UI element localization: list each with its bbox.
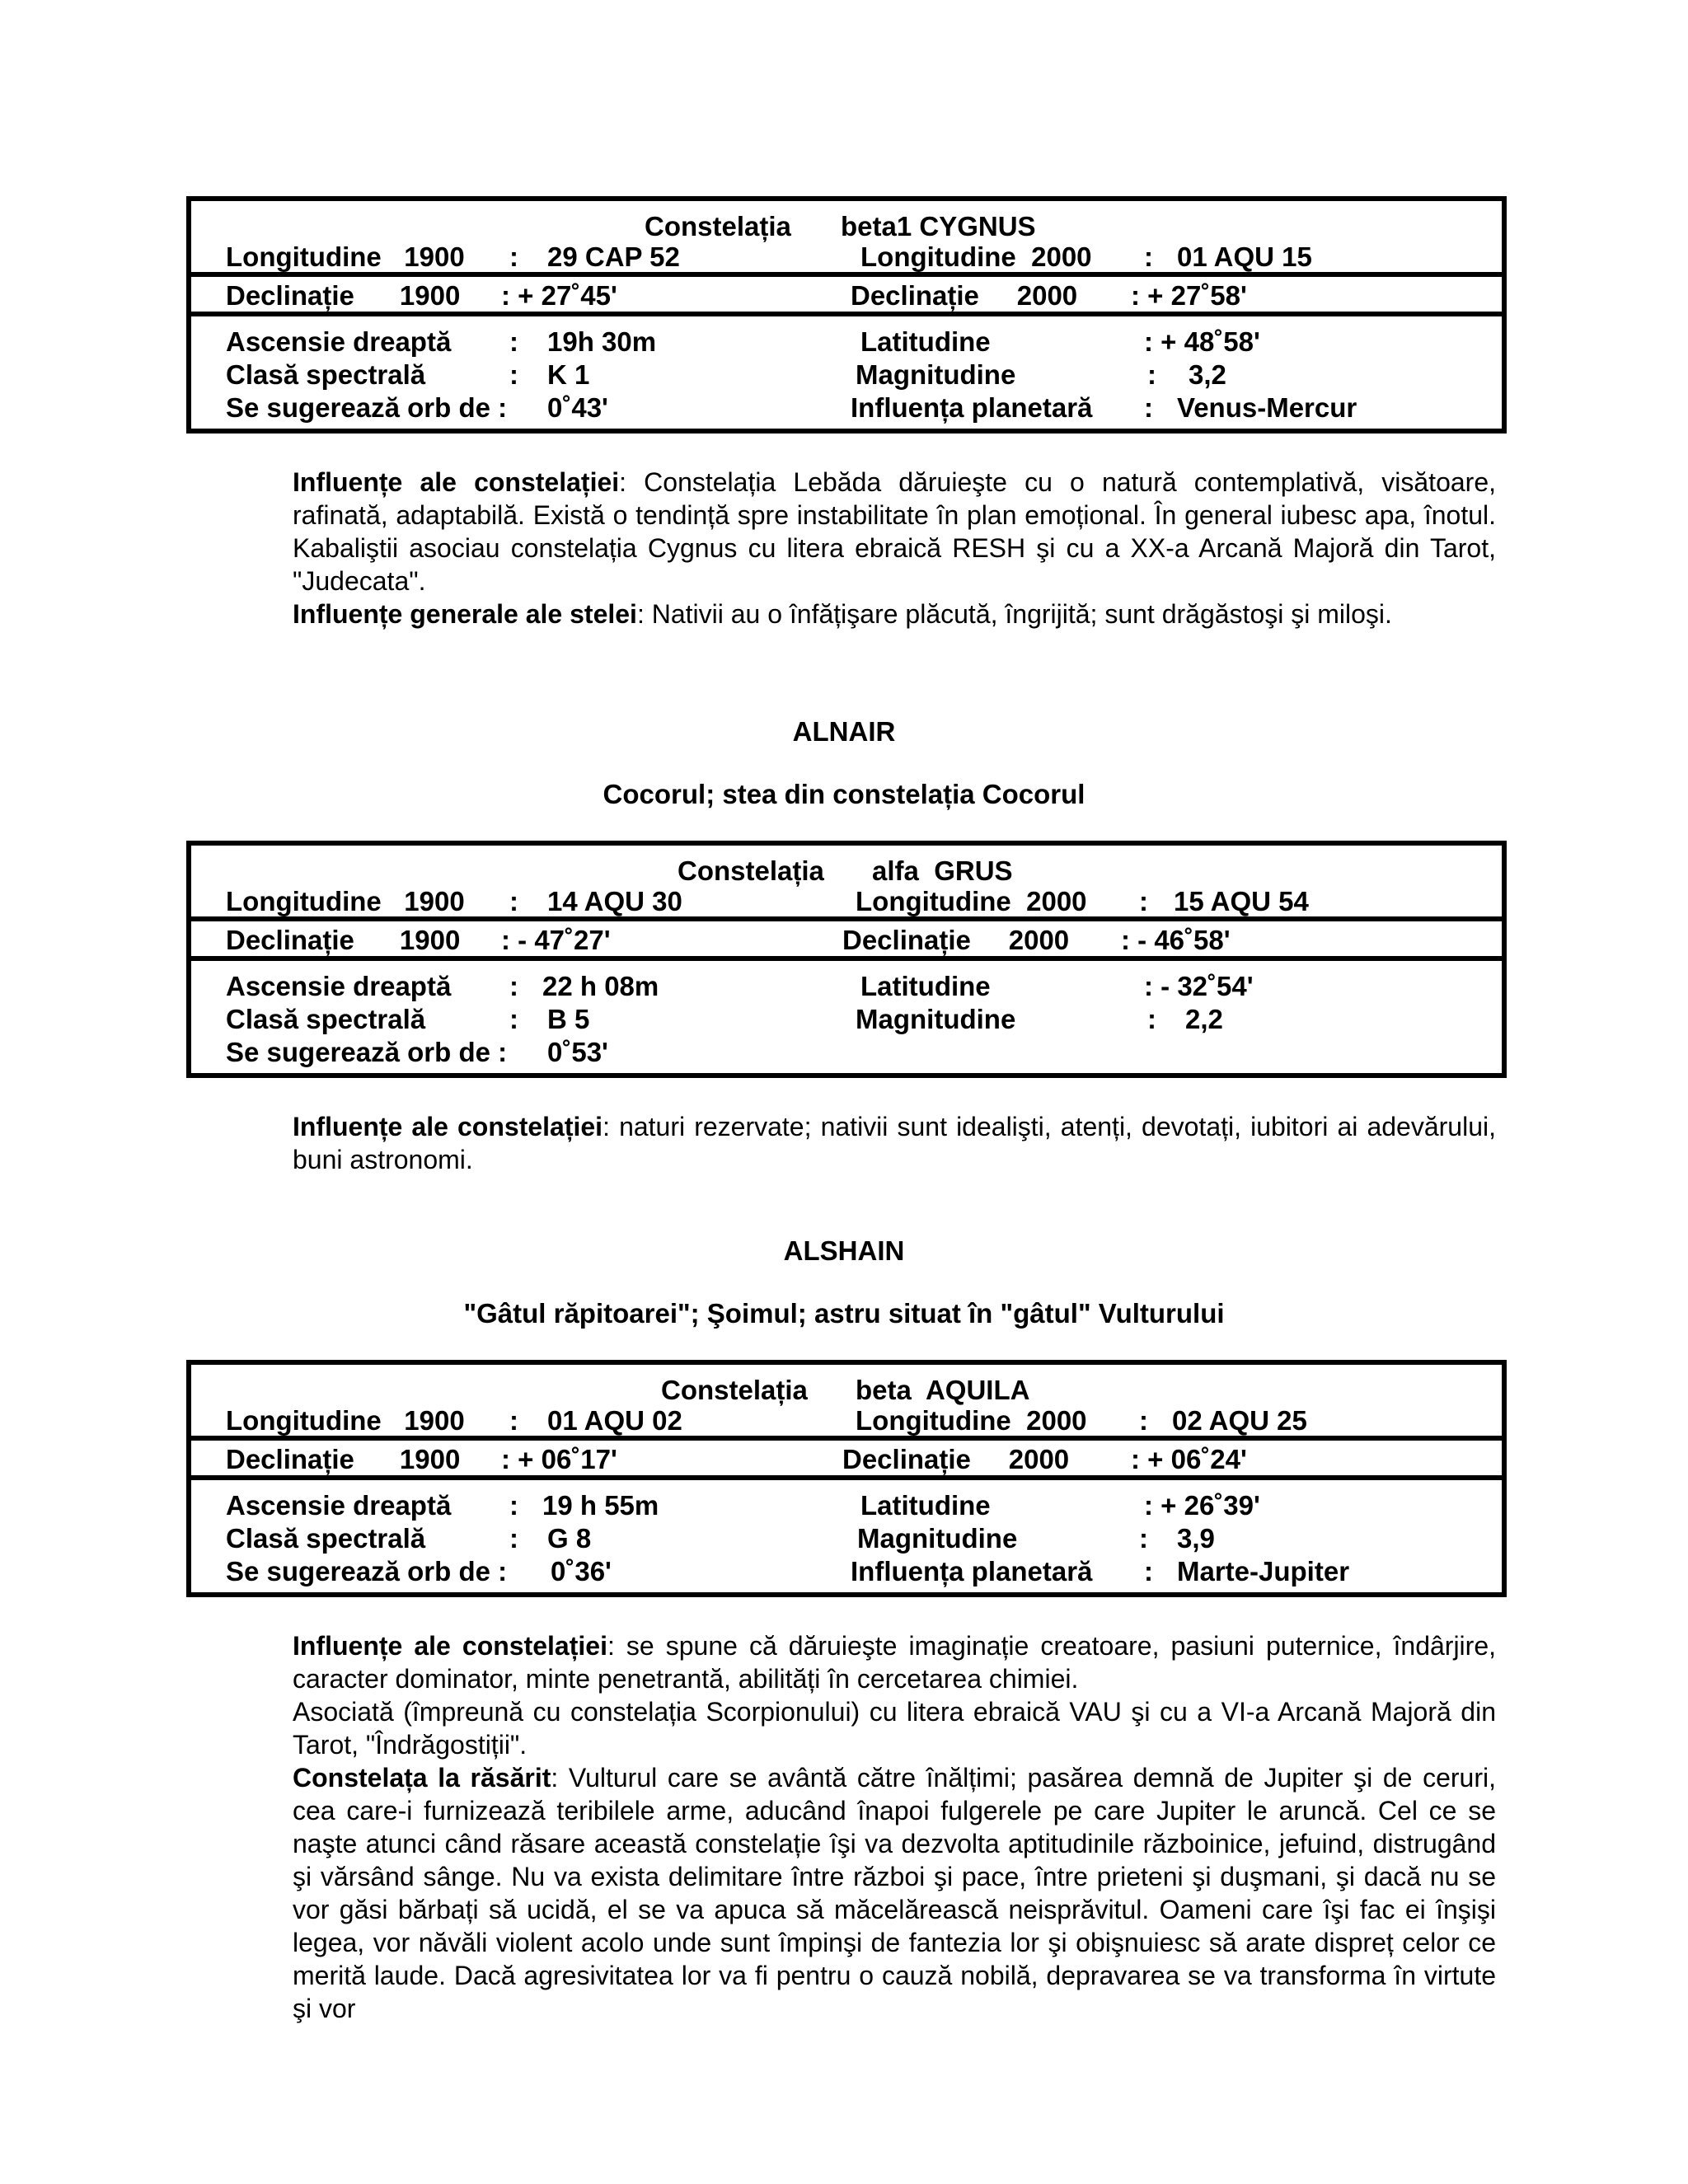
influence-text: : se spune că dăruieşte imaginație creatoare, pasiuni puternice, îndârjire, caracter dominator, minte penetrantă, abilități în cercetarea chimiei.: [293, 1631, 1497, 1694]
longitude-1900-label: Longitudine 1900: [226, 241, 465, 272]
right-ascension-value: 19 h 55m: [542, 1490, 659, 1521]
longitude-2000-value: 02 AQU 25: [1172, 1405, 1307, 1436]
constellation-name: beta1 CYGNUS: [841, 211, 1036, 241]
declination-2000-value: : + 27˚58ʹ: [1131, 280, 1247, 311]
declination-2000-value: : - 46˚58ʹ: [1121, 925, 1231, 955]
influence-text: : naturi rezervate; nativii sunt idealişti, atenți, devotați, iubitori ai adevărului, buni astronomi.: [293, 1112, 1497, 1174]
section-subtitle-alnair: Cocorul; stea din constelația Cocorul: [603, 779, 1085, 809]
orb-value: 0˚53ʹ: [547, 1037, 608, 1067]
section-title-alshain: ALSHAIN: [783, 1235, 905, 1266]
orb-value: 0˚36ʹ: [551, 1556, 612, 1586]
magnitude-label: Magnitudine: [857, 1523, 1018, 1554]
spectral-class-label: Clasă spectrală: [226, 359, 426, 390]
declination-2000-label: Declinație 2000: [851, 280, 1078, 311]
spectral-class-label: Clasă spectrală: [226, 1523, 426, 1554]
general-influence-text: : Nativii au o înfățişare plăcută, îngrijită; sunt drăgăstoşi şi miloşi.: [636, 599, 1392, 629]
longitude-1900-label: Longitudine 1900: [226, 886, 465, 916]
rising-heading: Constelața la răsărit: [293, 1763, 551, 1793]
magnitude-label: Magnitudine: [856, 1004, 1016, 1034]
right-ascension-value: 19h 30m: [547, 326, 657, 357]
latitude-label: Latitudine: [860, 1490, 991, 1521]
longitude-1900-value: 14 AQU 30: [547, 886, 682, 916]
association-text: Asociată (împreună cu constelația Scorpionului) cu litera ebraică VAU şi cu a VI-a Arcană Majoră din Tarot, "Îndrăgostiții".: [293, 1697, 1496, 1760]
influence-heading: Influențe ale constelației: [293, 1112, 603, 1141]
constellation-name: beta AQUILA: [856, 1375, 1030, 1405]
latitude-label: Latitudine: [860, 971, 991, 1001]
planetary-influence-value: Marte-Jupiter: [1177, 1556, 1350, 1586]
declination-1900-value: : + 06˚17ʹ: [501, 1444, 617, 1474]
right-ascension-value: 22 h 08m: [542, 971, 659, 1001]
constellation-label: Constelația: [661, 1375, 808, 1405]
longitude-1900-value: 01 AQU 02: [547, 1405, 682, 1436]
latitude-value: : + 48˚58ʹ: [1144, 326, 1260, 357]
declination-1900-label: Declinație 1900: [226, 280, 461, 311]
spectral-class-value: G 8: [547, 1523, 592, 1554]
star-data-table-aquila: Constelația beta AQUILA Longitudine 1900 : 01 AQU 02 Longitudine 2000 : 02 AQU 25 Declinație 1900 : + 06˚17ʹ Declinație 2000 : + 06˚24ʹ Ascensie dreaptă : 19 h 55m Latitudine : + 26˚39ʹ Clasă spectrală : G 8 Magnitudine : 3,9 Se sugerează orb de : 0˚36ʹ Influența planetară : Marte-Jupiter: [186, 1360, 1507, 1597]
longitude-2000-label: Longitudine 2000: [860, 241, 1092, 272]
star-data-table-grus: Constelația alfa GRUS Longitudine 1900 : 14 AQU 30 Longitudine 2000 : 15 AQU 54 Declinație 1900 : - 47˚27ʹ Declinație 2000 : - 46˚58ʹ Ascensie dreaptă : 22 h 08m Latitudine : - 32˚54ʹ Clasă spectrală : B 5 Magnitudine : 2,2 Se sugerează orb de : 0˚53ʹ: [186, 841, 1507, 1078]
section-title-alnair: ALNAIR: [792, 716, 896, 747]
longitude-2000-label: Longitudine 2000: [856, 886, 1087, 916]
planetary-influence-label: Influența planetară: [851, 1556, 1093, 1586]
longitude-1900-label: Longitudine 1900: [226, 1405, 465, 1436]
longitude-2000-value: 01 AQU 15: [1177, 241, 1312, 272]
constellation-label: Constelația: [678, 855, 824, 886]
declination-1900-value: : + 27˚45ʹ: [501, 280, 617, 311]
right-ascension-label: Ascensie dreaptă: [226, 1490, 452, 1521]
declination-1900-value: : - 47˚27ʹ: [501, 925, 611, 955]
planetary-influence-label: Influența planetară: [851, 392, 1093, 423]
section-subtitle-alshain: "Gâtul răpitoarei"; Şoimul; astru situat în "gâtul" Vulturului: [463, 1298, 1225, 1329]
latitude-value: : - 32˚54ʹ: [1144, 971, 1254, 1001]
declination-2000-label: Declinație 2000: [842, 1444, 1070, 1474]
latitude-label: Latitudine: [860, 326, 991, 357]
declination-1900-label: Declinație 1900: [226, 925, 461, 955]
orb-label: Se sugerează orb de :: [226, 1556, 508, 1586]
orb-label: Se sugerează orb de :: [226, 392, 508, 423]
magnitude-value: 3,9: [1177, 1523, 1215, 1554]
influence-heading: Influențe ale constelației: [293, 1631, 607, 1661]
orb-label: Se sugerează orb de :: [226, 1037, 508, 1067]
spectral-class-value: K 1: [547, 359, 590, 390]
longitude-2000-label: Longitudine 2000: [856, 1405, 1087, 1436]
constellation-name: alfa GRUS: [872, 855, 1013, 886]
orb-value: 0˚43ʹ: [547, 392, 608, 423]
declination-1900-label: Declinație 1900: [226, 1444, 461, 1474]
magnitude-value: 2,2: [1185, 1004, 1223, 1034]
influence-text: : Constelația Lebăda dăruieşte cu o natură contemplativă, visătoare, rafinată, adaptabilă. Există o tendință spre instabilitate în plan emoțional. În general iubesc apa, înotul. Kabaliştii asociau constelația Cygnus cu litera ebraică RESH şi cu a XX-a Arcană Majoră din Tarot, "Judecata".: [293, 467, 1496, 596]
latitude-value: : + 26˚39ʹ: [1144, 1490, 1260, 1521]
alshain-description: [198, 1629, 1496, 2025]
rising-text: : Vulturul care se avântă către înălțimi; pasărea demnă de Jupiter şi de ceruri, cea care-i furnizează teribilele arme, aducând înapoi fulgerele pe care Jupiter le aruncă. Cel ce se naşte atunci când răsare această constelație îşi va dezvolta aptitudinile războinice, jefuind, distrugând şi vărsând sânge. Nu va exista delimitare între război şi pace, între prieteni şi duşmani, şi dacă nu se vor găsi bărbați să ucidă, el se va apuca să măcelărească neisprăvitul. Oameni care îşi fac ei înşişi legea, vor năvăli violent acolo unde sunt împinşi de fantezia lor şi obişnuiesc să arate dispreț celor ce merită laude. Dacă agresivitatea lor va fi pentru o cauză nobilă, depravarea se va transforma în virtute şi vor: [293, 1763, 1497, 2023]
alnair-description: [198, 1110, 1496, 1176]
right-ascension-label: Ascensie dreaptă: [226, 326, 452, 357]
star-data-table-cygnus: Constelația beta1 CYGNUS Longitudine 1900 : 29 CAP 52 Longitudine 2000 : 01 AQU 15 Declinație 1900 : + 27˚45ʹ Declinație 2000 : + 27˚58ʹ Ascensie dreaptă : 19h 30m Latitudine : + 48˚58ʹ Clasă spectrală : K 1 Magnitudine : 3,2 Se sugerează orb de : 0˚43ʹ Influența planetară : Venus-Mercur: [186, 196, 1507, 434]
declination-2000-label: Declinație 2000: [842, 925, 1070, 955]
right-ascension-label: Ascensie dreaptă: [226, 971, 452, 1001]
influence-heading: Influențe ale constelației: [293, 467, 620, 497]
longitude-2000-value: 15 AQU 54: [1174, 886, 1309, 916]
planetary-influence-value: Venus-Mercur: [1177, 392, 1357, 423]
general-influence-heading: Influențe generale ale stelei: [293, 599, 637, 629]
declination-2000-value: : + 06˚24ʹ: [1131, 1444, 1247, 1474]
longitude-1900-value: 29 CAP 52: [547, 241, 680, 272]
magnitude-label: Magnitudine: [856, 359, 1016, 390]
spectral-class-value: B 5: [547, 1004, 590, 1034]
magnitude-value: 3,2: [1189, 359, 1226, 390]
spectral-class-label: Clasă spectrală: [226, 1004, 426, 1034]
cygnus-description: [198, 466, 1496, 630]
constellation-label: Constelația: [645, 211, 791, 241]
